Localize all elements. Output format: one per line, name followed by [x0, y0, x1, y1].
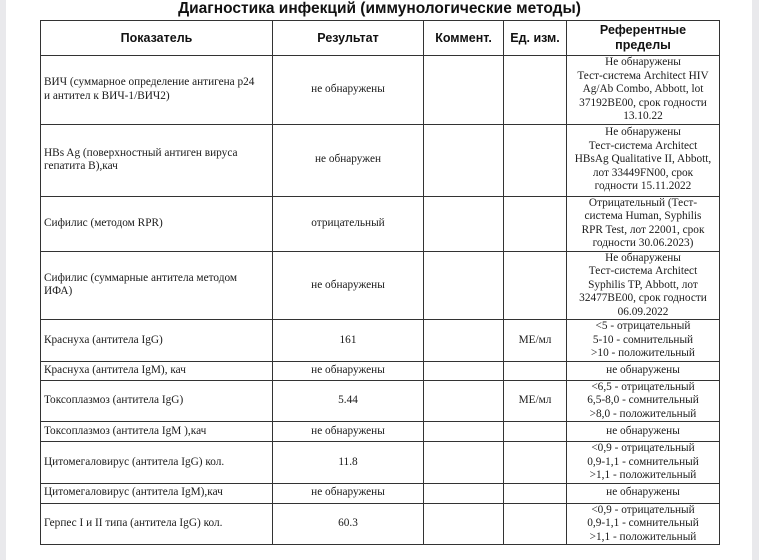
- comment-cell: [424, 124, 504, 196]
- header-reference: [567, 21, 720, 56]
- indicator-cell: [41, 361, 273, 380]
- indicator-cell: [41, 56, 273, 125]
- indicator-cell: [41, 196, 273, 251]
- header-reference-line1: Референтные: [599, 23, 687, 37]
- indicator-line2: ИФА): [44, 285, 73, 298]
- reference-line: <6,5 - отрицательный: [591, 380, 695, 393]
- reference-cell: [567, 124, 720, 196]
- result-cell: 60.3: [273, 503, 424, 545]
- comment-cell: [424, 361, 504, 380]
- reference-line: Не обнаружены: [605, 56, 681, 68]
- unit-cell: [504, 483, 567, 503]
- comment-cell: [424, 251, 504, 320]
- reference-line: >1,1 - положительный: [589, 530, 697, 543]
- reference-cell: [567, 483, 720, 503]
- reference-line: Ag/Ab Combo, Abbott, lot: [582, 83, 704, 95]
- reference-line: 06.09.2022: [617, 305, 669, 318]
- table-row: [41, 56, 720, 125]
- indicator-cell: [41, 442, 273, 484]
- unit-cell: МЕ/мл: [504, 380, 567, 422]
- comment-cell: [424, 380, 504, 422]
- indicator-cell: [41, 503, 273, 545]
- indicator-cell: [41, 483, 273, 503]
- comment-cell: [424, 56, 504, 125]
- reference-cell: [567, 442, 720, 484]
- result-cell: не обнаружены: [273, 251, 424, 320]
- reference-line: >10 - положительный: [591, 347, 695, 359]
- reference-cell: [567, 196, 720, 251]
- indicator-line1: Цитомегаловирус (антитела IgM),кач: [44, 486, 223, 499]
- comment-cell: [424, 503, 504, 545]
- table-row: [41, 361, 720, 380]
- reference-line: 6,5-8,0 - сомнительный: [587, 394, 699, 406]
- indicator-line2: гепатита В),кач: [44, 160, 118, 172]
- reference-line: не обнаружены: [606, 424, 680, 437]
- result-cell: не обнаружены: [273, 483, 424, 503]
- reference-cell: [567, 422, 720, 442]
- result-cell: не обнаружен: [273, 124, 424, 196]
- reference-line: <0,9 - отрицательный: [591, 503, 695, 516]
- reference-line: годности 15.11.2022: [594, 180, 692, 193]
- indicator-line1: ВИЧ (суммарное определение антигена р24: [44, 76, 255, 89]
- reference-line: 0,9-1,1 - сомнительный: [587, 517, 699, 529]
- reference-line: Тест-система Architect HIV: [577, 69, 709, 82]
- page-edge-right: [752, 0, 759, 560]
- reference-cell: [567, 251, 720, 320]
- table-row: [41, 320, 720, 362]
- header-unit: Ед. изм.: [504, 21, 567, 56]
- reference-line: годности 30.06.2023): [592, 237, 694, 249]
- unit-cell: [504, 361, 567, 380]
- indicator-line1: Краснуха (антитела IgM), кач: [44, 363, 186, 376]
- indicator-cell: [41, 380, 273, 422]
- unit-cell: [504, 422, 567, 442]
- reference-line: HBsAg Qualitative II, Abbott,: [574, 153, 712, 166]
- reference-line: не обнаружены: [606, 486, 680, 499]
- table-row: [41, 380, 720, 422]
- reference-cell: [567, 503, 720, 545]
- header-comment: Коммент.: [424, 21, 504, 56]
- result-cell: 5.44: [273, 380, 424, 422]
- indicator-cell: [41, 251, 273, 320]
- table-row: [41, 124, 720, 196]
- result-cell: 161: [273, 320, 424, 362]
- reference-line: Не обнаружены: [605, 251, 681, 264]
- comment-cell: [424, 320, 504, 362]
- reference-line: Тест-система Architect: [588, 139, 698, 152]
- comment-cell: [424, 442, 504, 484]
- reference-cell: [567, 361, 720, 380]
- indicator-line1: Цитомегаловирус (антитела IgG) кол.: [44, 455, 225, 468]
- table-row: [41, 483, 720, 503]
- table-row: [41, 251, 720, 320]
- indicator-line1: Сифилис (суммарные антитела методом: [44, 271, 238, 284]
- unit-cell: [504, 124, 567, 196]
- reference-line: >8,0 - положительный: [589, 407, 697, 420]
- indicator-cell: [41, 124, 273, 196]
- document-title: Диагностика инфекций (иммунологические методы): [178, 0, 581, 17]
- unit-cell: [504, 442, 567, 484]
- reference-line: Syphilis TP, Abbott, лот: [588, 278, 698, 291]
- comment-cell: [424, 422, 504, 442]
- reference-line: >1,1 - положительный: [589, 469, 697, 481]
- unit-cell: [504, 196, 567, 251]
- table-row: [41, 442, 720, 484]
- result-cell: отрицательный: [273, 196, 424, 251]
- header-reference-line2: пределы: [615, 38, 671, 52]
- reference-line: 32477BE00, срок годности: [579, 292, 707, 304]
- reference-line: лот 33449FN00, срок: [592, 166, 694, 179]
- unit-cell: [504, 251, 567, 320]
- comment-cell: [424, 196, 504, 251]
- header-result: Результат: [273, 21, 424, 56]
- indicator-line1: Токсоплазмоз (антитела IgG): [44, 394, 184, 406]
- table-row: [41, 503, 720, 545]
- indicator-line1: HBs Ag (поверхностный антиген вируса: [44, 146, 238, 159]
- reference-line: 13.10.22: [623, 110, 663, 122]
- unit-cell: МЕ/мл: [504, 320, 567, 362]
- comment-cell: [424, 483, 504, 503]
- reference-cell: [567, 380, 720, 422]
- indicator-line2: и антител к ВИЧ-1/ВИЧ2): [44, 89, 170, 102]
- result-cell: не обнаружены: [273, 422, 424, 442]
- indicator-cell: [41, 320, 273, 362]
- table-row: [41, 422, 720, 442]
- table-row: [41, 196, 720, 251]
- indicator-line1: Краснуха (антитела IgG): [44, 333, 163, 346]
- result-cell: не обнаружены: [273, 361, 424, 380]
- reference-line: Не обнаружены: [605, 126, 681, 139]
- reference-line: RPR Test, лот 22001, срок: [581, 223, 705, 236]
- result-cell: 11.8: [273, 442, 424, 484]
- reference-line: <5 - отрицательный: [595, 320, 691, 332]
- reference-line: не обнаружены: [606, 363, 680, 376]
- reference-line: система Human, Syphilis: [584, 210, 702, 222]
- reference-line: Отрицательный (Тест-: [588, 196, 698, 209]
- unit-cell: [504, 56, 567, 125]
- results-table: [40, 20, 720, 545]
- table-header-row: [41, 21, 720, 56]
- page-edge-left: [0, 0, 6, 560]
- reference-line: 5-10 - сомнительный: [592, 333, 694, 346]
- unit-cell: [504, 503, 567, 545]
- reference-line: 0,9-1,1 - сомнительный: [587, 455, 699, 468]
- reference-line: <0,9 - отрицательный: [591, 442, 695, 454]
- result-cell: не обнаружены: [273, 56, 424, 125]
- reference-line: Тест-система Architect: [588, 265, 698, 277]
- reference-cell: [567, 320, 720, 362]
- indicator-line1: Токсоплазмоз (антитела IgM ),кач: [44, 424, 207, 437]
- reference-line: 37192BE00, срок годности: [579, 96, 707, 109]
- indicator-line1: Сифилис (методом RPR): [44, 216, 163, 229]
- reference-cell: [567, 56, 720, 125]
- header-indicator: Показатель: [41, 21, 273, 56]
- indicator-cell: [41, 422, 273, 442]
- indicator-line1: Герпес I и II типа (антитела IgG) кол.: [44, 517, 223, 529]
